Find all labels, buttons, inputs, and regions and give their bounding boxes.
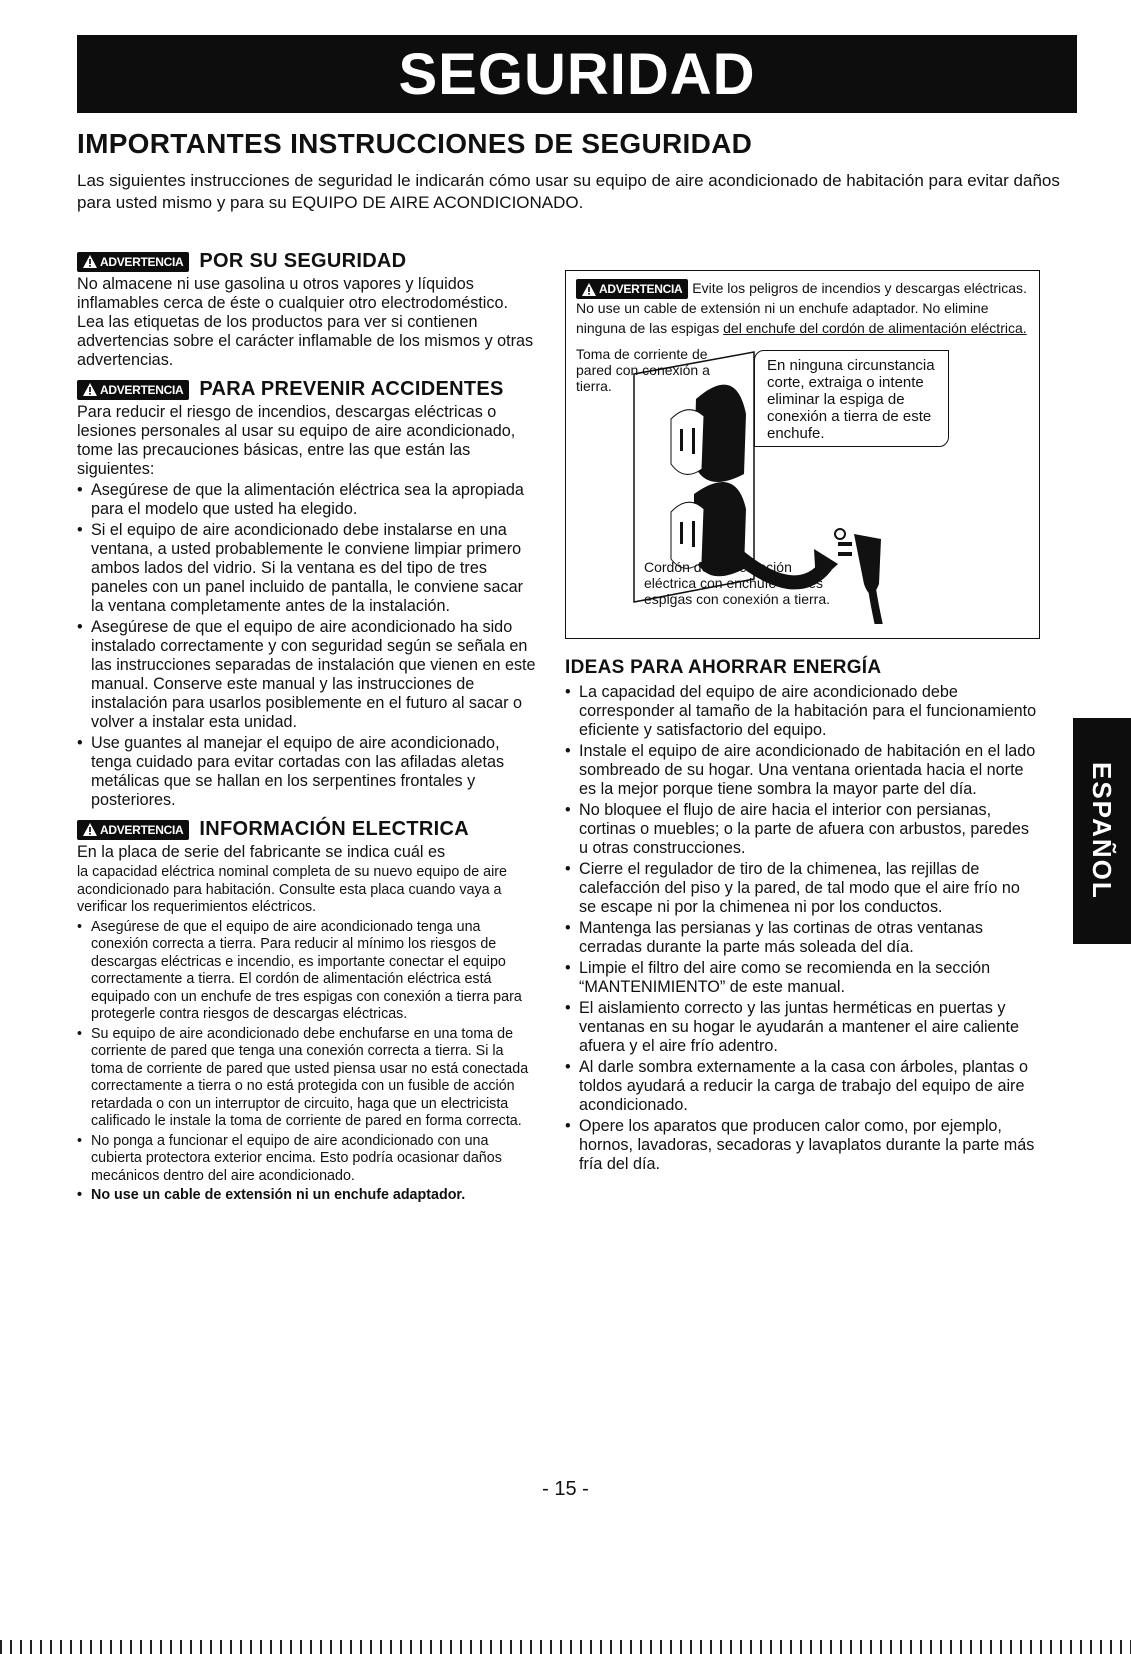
- section-text: No almacene ni use gasolina u otros vapores y líquidos inflamables cerca de éste o cualquier otro electrodoméstico. Lea las etiquetas de los productos para ver si contienen advertencias sobre el carácter inflamable de los mismos y otras advertencias.: [77, 275, 534, 369]
- left-column: [77, 242, 537, 1207]
- cord-label: Cordón de alimentación eléctrica con enchufe de tres espigas con conexión a tierra.: [644, 559, 830, 608]
- electrical-list: [77, 919, 537, 1205]
- precautions-list: [77, 481, 537, 810]
- energy-list: [565, 683, 1040, 1174]
- warning-triangle-icon: [83, 255, 97, 268]
- warning-triangle-icon: [582, 283, 596, 296]
- section-text: Para reducir el riesgo de incendios, descargas eléctricas o lesiones personales al usar su equipo de aire acondicionado, tome las precauciones básicas, entre las que están las siguientes:: [77, 403, 516, 478]
- list-item: • Asegúrese de que el equipo de aire acondicionado ha sido instalado correctamente y con seguridad según se señala en las instrucciones separadas de instalación que vienen en este manual. Conserve este manual y las instrucciones de instalación para usarlos posiblemente en el futuro al sacar o volver a instalar esta unidad.: [77, 618, 537, 732]
- list-item: • Limpie el filtro del aire como se recomienda en la sección “MANTENIMIENTO” de este manual.: [565, 959, 1040, 997]
- section-header-electrical: [77, 818, 537, 841]
- section-header-safety: [77, 250, 537, 273]
- language-side-tab: ESPAÑOL: [1073, 718, 1131, 944]
- list-item: • No ponga a funcionar el equipo de aire acondicionado con una cubierta protectora exterior encima. Esto podría ocasionar daños mecánicos dentro del aire acondicionado.: [77, 1133, 537, 1186]
- list-item: • Use guantes al manejar el equipo de aire acondicionado, tenga cuidado para evitar cortadas con las afiladas aletas metálicas que se hallan en los serpentines frontales y posteriores.: [77, 734, 537, 810]
- outlet-label: Toma de corriente de pared con conexión a tierra.: [576, 346, 710, 395]
- list-item: • Si el equipo de aire acondicionado debe instalarse en una ventana, a usted probablemente le conviene limpiar primero ambos lados del vidrio. Si la ventana es del tipo de tres paneles con un panel incluido de pantalla, le conviene sacar la ventana completamente antes de la instalación.: [77, 521, 537, 616]
- ground-prong-note: En ninguna circunstancia corte, extraiga o intente eliminar la espiga de conexión a tierra de este enchufe.: [754, 350, 949, 447]
- list-item: • El aislamiento correcto y las juntas herméticas en puertas y ventanas en su hogar le ayudarán a mantener el aire caliente afuera y el aire frío adentro.: [565, 999, 1040, 1056]
- section-title: INFORMACIÓN ELECTRICA: [199, 818, 469, 840]
- list-item: • Al darle sombra externamente a la casa con árboles, plantas o toldos ayudará a reducir la carga de trabajo del equipo de aire acondicionado.: [565, 1058, 1040, 1115]
- main-heading: IMPORTANTES INSTRUCCIONES DE SEGURIDAD: [77, 128, 753, 159]
- warning-triangle-icon: [83, 823, 97, 836]
- section-text: la capacidad eléctrica nominal completa de su nuevo equipo de aire acondicionado para habitación. Consulte esta placa cuando vaya a verificar los requerimientos eléctricos.: [77, 864, 507, 915]
- list-item: • Instale el equipo de aire acondicionado de habitación en el lado sombreado de su hogar. Una ventana orientada hacia el norte es la mejor porque tiene sombra la mayor parte del día.: [565, 742, 1040, 799]
- energy-heading: IDEAS PARA AHORRAR ENERGÍA: [565, 657, 882, 679]
- section-title: PARA PREVENIR ACCIDENTES: [199, 378, 504, 400]
- plug-diagram: [576, 344, 1031, 624]
- list-item: • Mantenga las persianas y las cortinas de otras ventanas cerradas durante la parte más soleada del día.: [565, 919, 1040, 957]
- warning-text: ADVERTENCIA Evite los peligros de incendios y descargas eléctricas. No use un cable de extensión ni un enchufe adaptador. No elimine ninguna de las espigas del enchufe del cordón de alimentación eléctrica.: [576, 280, 1027, 336]
- list-item: • Su equipo de aire acondicionado debe enchufarse en una toma de corriente de pared que tenga una conexión correcta a tierra. Si la toma de corriente de pared que usted piensa usar no está conectada correctamente a tierra o no está protegida con un fusible de acción retardada o con un interruptor de circuito, haga que un electricista calificado le instale la toma de corriente de pared en forma correcta.: [77, 1026, 537, 1131]
- page-number: - 15 -: [542, 1478, 589, 1500]
- list-item: • Cierre el regulador de tiro de la chimenea, las rejillas de calefacción del piso y la pared, de tal modo que el aire frío no se escape ni por la chimenea ni por los conductos.: [565, 860, 1040, 917]
- section-text-lead: En la placa de serie del fabricante se indica cuál es: [77, 843, 446, 861]
- list-item: • La capacidad del equipo de aire acondicionado debe corresponder al tamaño de la habitación para el funcionamiento eficiente y satisfactorio del equipo.: [565, 683, 1040, 740]
- bottom-scan-edge: [0, 1640, 1131, 1654]
- list-item: • Asegúrese de que la alimentación eléctrica sea la apropiada para el modelo que usted ha elegido.: [77, 481, 537, 519]
- list-item: • No bloquee el flujo de aire hacia el interior con persianas, cortinas o muebles; o la parte de afuera con arbustos, paredes u otras construcciones.: [565, 801, 1040, 858]
- warning-box: [565, 270, 1040, 639]
- section-header-accidents: [77, 378, 537, 401]
- list-item: • Asegúrese de que el equipo de aire acondicionado tenga una conexión correcta a tierra. Para reducir al mínimo los riesgos de descargas eléctricas e incendio, es importante conectar el equipo correctamente a tierra. El cordón de alimentación eléctrica está equipado con un enchufe de tres espigas con conexión a tierra para protegerle contra riesgos de descargas eléctricas.: [77, 919, 537, 1024]
- warning-badge: ADVERTENCIA: [576, 279, 688, 299]
- list-item-bold: • No use un cable de extensión ni un enchufe adaptador.: [77, 1187, 537, 1205]
- intro-paragraph: Las siguientes instrucciones de seguridad le indicarán cómo usar su equipo de aire acondicionado de habitación para evitar daños para usted mismo y para su EQUIPO DE AIRE ACONDICIONADO.: [77, 171, 1060, 212]
- warning-badge: ADVERTENCIA: [77, 820, 189, 840]
- warning-badge: ADVERTENCIA: [77, 252, 189, 272]
- warning-badge: ADVERTENCIA: [77, 380, 189, 400]
- section-title: POR SU SEGURIDAD: [199, 250, 407, 272]
- warning-triangle-icon: [83, 383, 97, 396]
- right-column: [565, 270, 1040, 1176]
- list-item: • Opere los aparatos que producen calor como, por ejemplo, hornos, lavadoras, secadoras y lavaplatos durante la parte más fría del día.: [565, 1117, 1040, 1174]
- page-banner: SEGURIDAD: [77, 35, 1077, 113]
